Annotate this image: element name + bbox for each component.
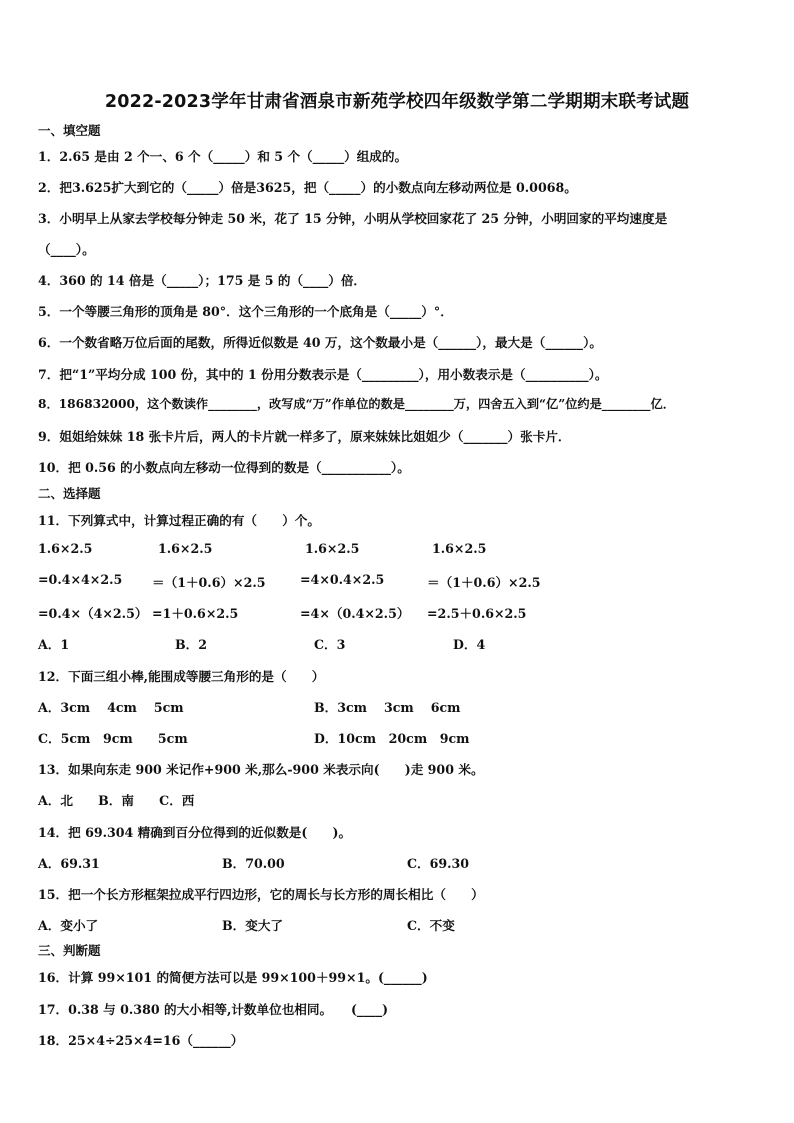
q11-expr-d3: =2.5＋0.6×2.5 [427, 606, 527, 621]
question-16: 16．计算 99×101 的简便方法可以是 99×100＋99×1。(______) [38, 970, 428, 985]
q11-expr-a1: 1.6×2.5 [38, 541, 93, 556]
q12-option-b: B．3cm 3cm 6cm [314, 700, 461, 715]
question-9: 9．姐姐给妹妹 18 张卡片后，两人的卡片就一样多了，原来妹妹比姐姐少（_______）张卡片． [38, 429, 571, 444]
question-17: 17．0.38 与 0.380 的大小相等,计数单位也相同。 (____) [38, 1002, 389, 1017]
question-5: 5．一个等腰三角形的顶角是 80°．这个三角形的一个底角是（_____）°． [38, 304, 453, 319]
section-fill-heading: 一、填空题 [38, 123, 101, 138]
question-18: 18．25×4÷25×4=16（______） [38, 1033, 244, 1048]
q15-option-c: C．不变 [407, 918, 455, 933]
q11-option-d: D．4 [453, 637, 486, 652]
question-12: 12．下面三组小棒,能围成等腰三角形的是（ ） [38, 669, 325, 684]
question-14: 14．把 69.304 精确到百分位得到的近似数是( )。 [38, 825, 352, 840]
question-10: 10．把 0.56 的小数点向左移动一位得到的数是（___________）。 [38, 460, 410, 475]
q11-expr-b2: ＝（1＋0.6）×2.5 [152, 575, 266, 590]
q11-expr-d2: ＝（1＋0.6）×2.5 [427, 575, 541, 590]
q11-expr-a3: =0.4×（4×2.5） [38, 606, 148, 621]
q11-expr-c3: =4×（0.4×2.5） [300, 606, 410, 621]
q11-expr-c2: =4×0.4×2.5 [300, 572, 385, 587]
q11-expr-b3: =1＋0.6×2.5 [152, 606, 239, 621]
q11-expr-b1: 1.6×2.5 [158, 541, 213, 556]
q11-option-b: B．2 [175, 637, 208, 652]
question-13: 13．如果向东走 900 米记作+900 米,那么-900 米表示向( )走 900 米。 [38, 762, 484, 777]
q11-expr-d1: 1.6×2.5 [432, 541, 487, 556]
question-3-blank: （____）。 [38, 242, 95, 257]
question-7: 7．把“1”平均分成 100 份，其中的 1 份用分数表示是（_________），用小数表示是（__________）。 [38, 367, 608, 382]
q14-option-c: C．69.30 [407, 856, 470, 871]
question-4: 4．360 的 14 倍是（_____）；175 是 5 的（____）倍． [38, 273, 367, 288]
question-3: 3．小明早上从家去学校每分钟走 50 米，花了 15 分钟，小明从学校回家花了 25 分钟，小明回家的平均速度是 [38, 211, 668, 226]
q12-option-a: A．3cm 4cm 5cm [38, 700, 184, 715]
q13-options: A．北 B．南 C．西 [38, 793, 195, 808]
question-2: 2．把3.625扩大到它的（_____）倍是3625，把（_____）的小数点向左移动两位是 0.0068。 [38, 180, 577, 195]
q14-option-a: A．69.31 [38, 856, 100, 871]
section-choice-heading: 二、选择题 [38, 486, 101, 501]
question-11: 11．下列算式中，计算过程正确的有（ ）个。 [38, 513, 320, 528]
question-15: 15．把一个长方形框架拉成平行四边形，它的周长与长方形的周长相比（ ） [38, 887, 484, 902]
q11-expr-a2: =0.4×4×2.5 [38, 572, 123, 587]
page-title: 2022-2023学年甘肃省酒泉市新苑学校四年级数学第二学期期末联考试题 [104, 92, 690, 112]
q15-option-a: A．变小了 [38, 918, 99, 933]
q11-option-a: A．1 [38, 637, 70, 652]
question-8: 8．186832000，这个数读作________，改写成“万”作单位的数是________万，四舍五入到“亿”位约是________亿． [38, 397, 675, 411]
section-judge-heading: 三、判断题 [38, 943, 101, 958]
question-1: 1．2.65 是由 2 个一、6 个（_____）和 5 个（_____）组成的。 [38, 149, 408, 164]
q12-option-c: C．5cm 9cm 5cm [38, 731, 188, 746]
q14-option-b: B．70.00 [222, 856, 285, 871]
q15-option-b: B．变大了 [222, 918, 284, 933]
q11-expr-c1: 1.6×2.5 [305, 541, 360, 556]
question-6: 6．一个数省略万位后面的尾数，所得近似数是 40 万，这个数最小是（______），最大是（______）。 [38, 335, 602, 350]
q11-option-c: C．3 [314, 637, 346, 652]
q12-option-d: D．10cm 20cm 9cm [314, 731, 470, 746]
